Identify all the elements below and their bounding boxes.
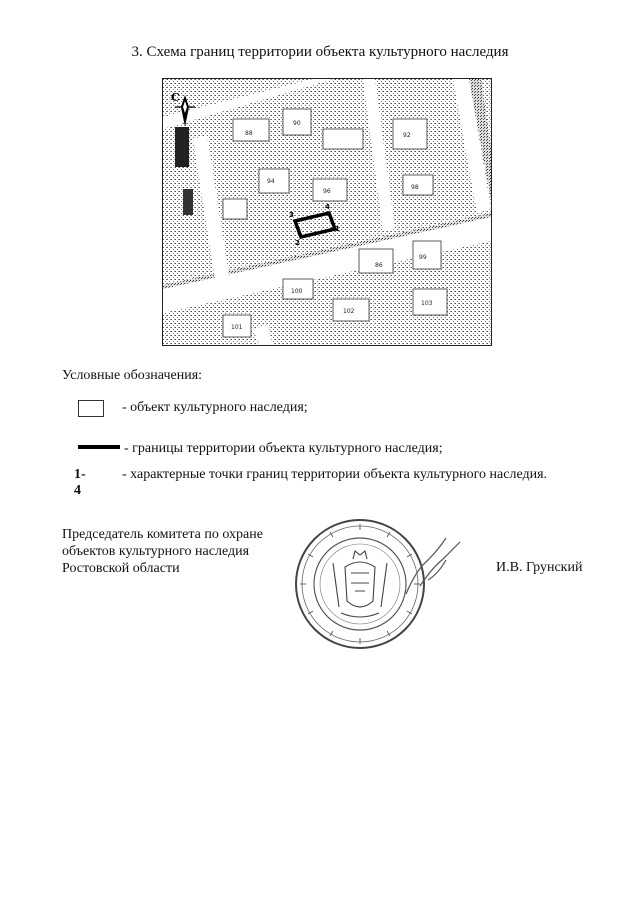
signer-position-line: Ростовской области bbox=[62, 561, 180, 576]
legend-object-box bbox=[78, 400, 104, 417]
building-number: 100 bbox=[291, 288, 303, 295]
building-number: 96 bbox=[323, 188, 331, 195]
building-number: 90 bbox=[293, 120, 301, 127]
handwritten-signature bbox=[402, 530, 464, 602]
legend-item-label: - характерные точки границ территории объекта культурного наследия. bbox=[122, 467, 548, 482]
map-drawing bbox=[163, 79, 491, 345]
point-label-4: 4 bbox=[325, 203, 330, 211]
building-number: 98 bbox=[411, 184, 419, 191]
signer-position-line: Председатель комитета по охране bbox=[62, 527, 263, 542]
building-number: 103 bbox=[421, 300, 433, 307]
building-number: 101 bbox=[231, 324, 243, 331]
document-title: 3. Схема границ территории объекта культурного наследия bbox=[131, 44, 509, 60]
building-number: 88 bbox=[245, 130, 253, 137]
signer-name: И.В. Грунский bbox=[496, 560, 583, 575]
territory-map bbox=[162, 78, 492, 346]
building-number: 92 bbox=[403, 132, 411, 139]
north-label: С bbox=[171, 91, 180, 104]
point-label-1: 1 bbox=[335, 225, 340, 233]
building-number: 94 bbox=[267, 178, 275, 185]
building-number: 99 bbox=[419, 254, 427, 261]
legend-code: 1-4 bbox=[74, 467, 86, 498]
building-number: 86 bbox=[375, 262, 383, 269]
building-number: 102 bbox=[343, 308, 355, 315]
point-label-2: 2 bbox=[295, 239, 300, 247]
legend-item-label: - границы территории объекта культурного наследия; bbox=[124, 441, 443, 456]
point-label-3: 3 bbox=[289, 211, 294, 219]
legend-heading: Условные обозначения: bbox=[62, 368, 203, 383]
legend-item-label: - объект культурного наследия; bbox=[122, 400, 308, 415]
signer-position-line: объектов культурного наследия bbox=[62, 544, 250, 559]
legend-boundary-line bbox=[78, 445, 120, 449]
signer-position bbox=[62, 526, 263, 577]
